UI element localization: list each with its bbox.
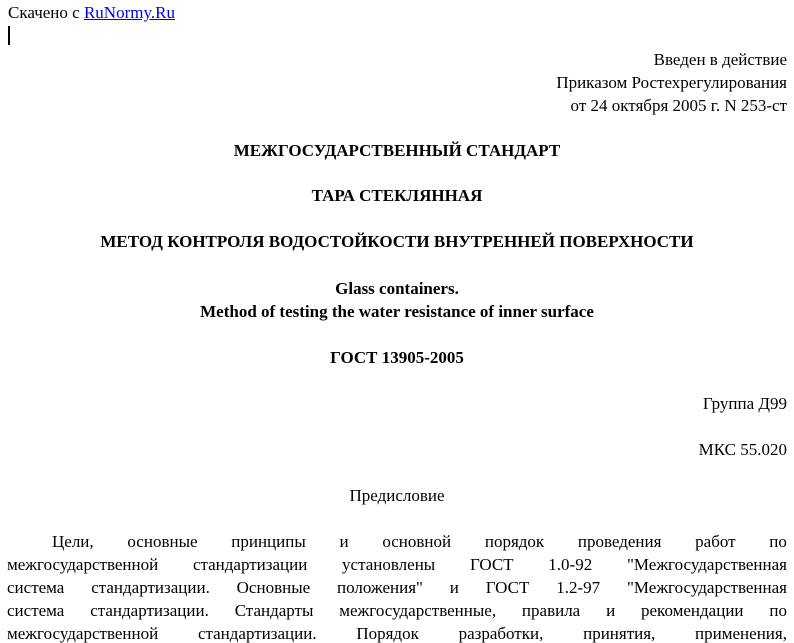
word: по (769, 601, 787, 620)
foreword-paragraph (7, 530, 787, 643)
word: рекомендации (641, 601, 744, 620)
word: проведения (577, 532, 662, 551)
word: 1.2-97 (556, 578, 601, 597)
word: межгосударственной (7, 624, 159, 643)
paragraph-line (7, 599, 787, 622)
word: стандартизации. (90, 601, 209, 620)
word: и (339, 532, 349, 551)
paragraph-line (7, 622, 787, 643)
word: основные (127, 532, 198, 551)
word: межгосударственной (7, 555, 159, 574)
word: разработки, (458, 624, 544, 643)
group-label: Группа Д99 (702, 394, 787, 413)
mks-label: МКС 55.020 (698, 440, 787, 459)
word: работ (695, 532, 736, 551)
product-heading: ТАРА СТЕКЛЯННАЯ (311, 186, 483, 205)
word: принятия, (583, 624, 656, 643)
english-title (0, 277, 794, 323)
word: межгосударственные, (339, 601, 497, 620)
word: ГОСТ (469, 555, 514, 574)
word: установлены (342, 555, 436, 574)
standard-type-heading: МЕЖГОСУДАРСТВЕННЫЙ СТАНДАРТ (233, 141, 561, 160)
word: Стандарты (234, 601, 314, 620)
enactment-line-3: от 24 октября 2005 г. N 253-ст (570, 96, 787, 115)
site-link[interactable]: RuNormy.Ru (83, 3, 175, 22)
foreword-heading: Предисловие (349, 486, 445, 505)
method-heading: МЕТОД КОНТРОЛЯ ВОДОСТОЙКОСТИ ВНУТРЕННЕЙ ПОВЕРХНОСТИ (100, 232, 694, 251)
word: 1.0-92 (548, 555, 593, 574)
word: стандартизации (192, 555, 308, 574)
enactment-block (556, 48, 787, 117)
english-title-line-2: Method of testing the water resistance of inner surface (200, 302, 594, 321)
english-title-line-1: Glass containers. (335, 279, 459, 298)
word: "Межгосударственная (626, 578, 787, 597)
word: система (7, 578, 65, 597)
word: и (449, 578, 459, 597)
word: Цели, (52, 532, 94, 551)
word: правила (521, 601, 581, 620)
word: принципы (231, 532, 306, 551)
download-source-line (8, 3, 175, 23)
word: положения" (337, 578, 423, 597)
text-cursor (8, 26, 10, 45)
word: и (606, 601, 616, 620)
word: применения, (695, 624, 787, 643)
word: основной (382, 532, 452, 551)
enactment-line-2: Приказом Ростехрегулирования (556, 73, 787, 92)
word: стандартизации. (197, 624, 317, 643)
word: Порядок (356, 624, 419, 643)
enactment-line-1: Введен в действие (653, 50, 787, 69)
word: стандартизации. (91, 578, 210, 597)
word: ГОСТ (485, 578, 530, 597)
download-prefix: Скачено с (8, 3, 80, 22)
word: "Межгосударственная (626, 555, 787, 574)
paragraph-line (7, 576, 787, 599)
standard-code: ГОСТ 13905-2005 (330, 348, 464, 367)
word: Основные (236, 578, 311, 597)
word: порядок (484, 532, 545, 551)
paragraph-line (7, 553, 787, 576)
word: по (769, 532, 787, 551)
paragraph-line (7, 530, 787, 553)
word: система (7, 601, 65, 620)
